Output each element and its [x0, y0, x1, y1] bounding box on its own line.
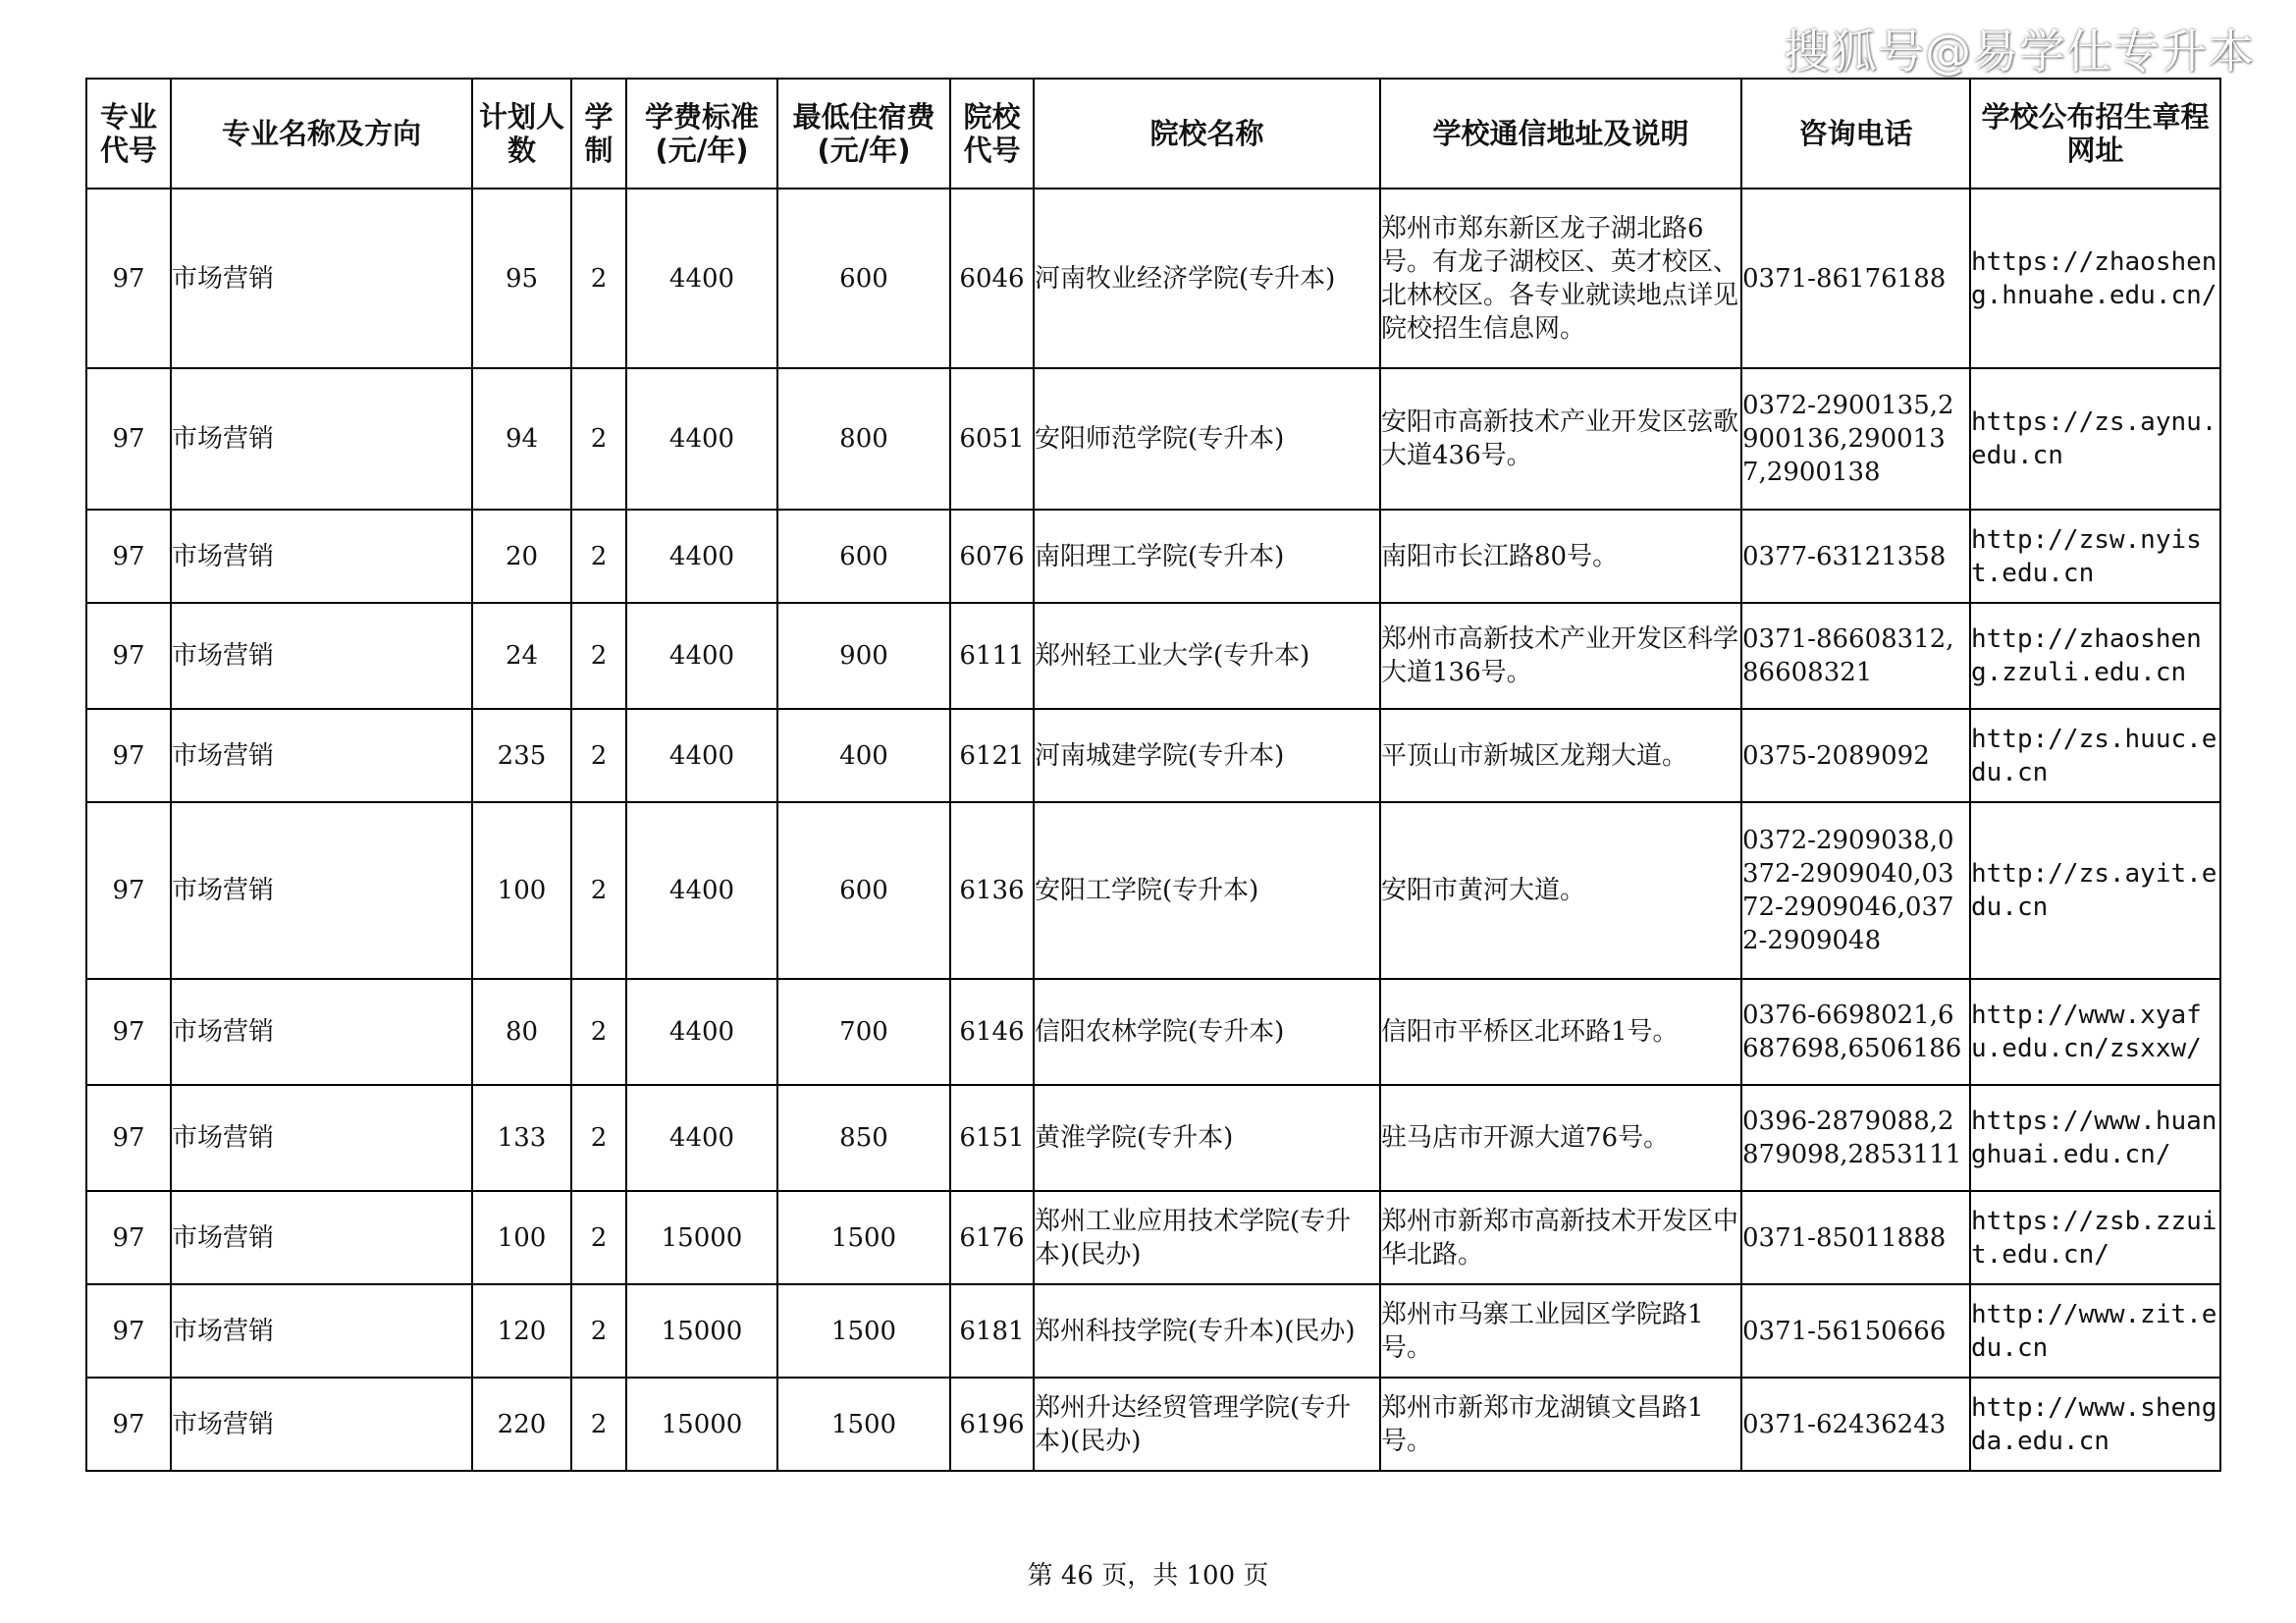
tuition-cell: 4400 [626, 368, 777, 510]
duration-cell: 2 [571, 189, 626, 368]
school-name-cell: 安阳师范学院(专升本) [1034, 368, 1380, 510]
website-link[interactable]: http://zs.huuc.edu.cn [1970, 709, 2220, 802]
tuition-cell: 4400 [626, 979, 777, 1085]
dorm-fee-cell: 800 [777, 368, 950, 510]
address-cell: 郑州市马寨工业园区学院路1号。 [1380, 1284, 1741, 1378]
website-link[interactable]: https://zhaosheng.hnuahe.edu.cn/ [1970, 189, 2220, 368]
header-major-name: 专业名称及方向 [171, 79, 472, 189]
address-cell: 郑州市新郑市龙湖镇文昌路1号。 [1380, 1378, 1741, 1471]
page-number: 第 46 页，共 100 页 [1027, 1561, 1269, 1591]
tuition-cell: 4400 [626, 510, 777, 603]
duration-cell: 2 [571, 603, 626, 709]
school-code-cell: 6121 [950, 709, 1034, 802]
address-cell: 平顶山市新城区龙翔大道。 [1380, 709, 1741, 802]
dorm-fee-cell: 600 [777, 189, 950, 368]
school-code-cell: 6136 [950, 802, 1034, 979]
major-name-cell: 市场营销 [171, 368, 472, 510]
plan-count-cell: 100 [472, 802, 571, 979]
website-link[interactable]: https://zs.aynu.edu.cn [1970, 368, 2220, 510]
table-row [86, 1378, 2220, 1471]
table-row [86, 979, 2220, 1085]
plan-count-cell: 120 [472, 1284, 571, 1378]
table-row [86, 1085, 2220, 1191]
duration-cell: 2 [571, 368, 626, 510]
school-name-cell: 安阳工学院(专升本) [1034, 802, 1380, 979]
school-code-cell: 6111 [950, 603, 1034, 709]
table-row [86, 603, 2220, 709]
school-name-cell: 郑州升达经贸管理学院(专升本)(民办) [1034, 1378, 1380, 1471]
phone-cell: 0371-86608312,86608321 [1741, 603, 1970, 709]
school-code-cell: 6181 [950, 1284, 1034, 1378]
major-code-cell: 97 [86, 1191, 171, 1284]
table-header-row [86, 79, 2220, 189]
duration-cell: 2 [571, 802, 626, 979]
major-name-cell: 市场营销 [171, 1378, 472, 1471]
dorm-fee-cell: 1500 [777, 1284, 950, 1378]
major-name-cell: 市场营销 [171, 1284, 472, 1378]
major-name-cell: 市场营销 [171, 1191, 472, 1284]
plan-count-cell: 20 [472, 510, 571, 603]
phone-cell: 0372-2909038,0372-2909040,0372-2909046,0372-2909048 [1741, 802, 1970, 979]
major-code-cell: 97 [86, 1085, 171, 1191]
dorm-fee-cell: 600 [777, 802, 950, 979]
school-name-cell: 黄淮学院(专升本) [1034, 1085, 1380, 1191]
major-code-cell: 97 [86, 802, 171, 979]
tuition-cell: 15000 [626, 1191, 777, 1284]
header-website: 学校公布招生章程网址 [1970, 79, 2220, 189]
dorm-fee-cell: 600 [777, 510, 950, 603]
dorm-fee-cell: 700 [777, 979, 950, 1085]
header-duration: 学制 [571, 79, 626, 189]
school-code-cell: 6146 [950, 979, 1034, 1085]
website-link[interactable]: http://www.zit.edu.cn [1970, 1284, 2220, 1378]
tuition-cell: 15000 [626, 1378, 777, 1471]
header-school-name: 院校名称 [1034, 79, 1380, 189]
plan-count-cell: 80 [472, 979, 571, 1085]
address-cell: 信阳市平桥区北环路1号。 [1380, 979, 1741, 1085]
address-cell: 驻马店市开源大道76号。 [1380, 1085, 1741, 1191]
phone-cell: 0372-2900135,2900136,2900137,2900138 [1741, 368, 1970, 510]
table-row [86, 189, 2220, 368]
duration-cell: 2 [571, 1284, 626, 1378]
phone-cell: 0376-6698021,6687698,6506186 [1741, 979, 1970, 1085]
dorm-fee-cell: 400 [777, 709, 950, 802]
phone-cell: 0371-86176188 [1741, 189, 1970, 368]
table-row [86, 368, 2220, 510]
duration-cell: 2 [571, 709, 626, 802]
header-address: 学校通信地址及说明 [1380, 79, 1741, 189]
table-row [86, 510, 2220, 603]
table-row [86, 1191, 2220, 1284]
header-school-code: 院校代号 [950, 79, 1034, 189]
watermark: 搜狐号@易学仕专升本 [1784, 26, 2255, 80]
school-name-cell: 信阳农林学院(专升本) [1034, 979, 1380, 1085]
table-row [86, 1284, 2220, 1378]
school-code-cell: 6176 [950, 1191, 1034, 1284]
school-code-cell: 6051 [950, 368, 1034, 510]
tuition-cell: 4400 [626, 189, 777, 368]
major-code-cell: 97 [86, 510, 171, 603]
plan-count-cell: 94 [472, 368, 571, 510]
major-code-cell: 97 [86, 1378, 171, 1471]
school-name-cell: 郑州轻工业大学(专升本) [1034, 603, 1380, 709]
dorm-fee-cell: 1500 [777, 1378, 950, 1471]
enrollment-plan-table [85, 78, 2221, 1472]
website-link[interactable]: http://www.shengda.edu.cn [1970, 1378, 2220, 1471]
phone-cell: 0396-2879088,2879098,2853111 [1741, 1085, 1970, 1191]
tuition-cell: 4400 [626, 802, 777, 979]
major-code-cell: 97 [86, 368, 171, 510]
plan-count-cell: 220 [472, 1378, 571, 1471]
plan-count-cell: 235 [472, 709, 571, 802]
major-code-cell: 97 [86, 709, 171, 802]
school-name-cell: 河南城建学院(专升本) [1034, 709, 1380, 802]
phone-cell: 0371-85011888 [1741, 1191, 1970, 1284]
major-name-cell: 市场营销 [171, 1085, 472, 1191]
address-cell: 郑州市新郑市高新技术开发区中华北路。 [1380, 1191, 1741, 1284]
website-link[interactable]: https://www.huanghuai.edu.cn/ [1970, 1085, 2220, 1191]
school-name-cell: 河南牧业经济学院(专升本) [1034, 189, 1380, 368]
table-row [86, 802, 2220, 979]
plan-count-cell: 95 [472, 189, 571, 368]
duration-cell: 2 [571, 510, 626, 603]
phone-cell: 0371-56150666 [1741, 1284, 1970, 1378]
dorm-fee-cell: 850 [777, 1085, 950, 1191]
phone-cell: 0375-2089092 [1741, 709, 1970, 802]
header-dorm-fee: 最低住宿费(元/年) [777, 79, 950, 189]
website-link[interactable]: https://zsb.zzuit.edu.cn/ [1970, 1191, 2220, 1284]
major-name-cell: 市场营销 [171, 603, 472, 709]
address-cell: 郑州市郑东新区龙子湖北路6号。有龙子湖校区、英才校区、北林校区。各专业就读地点详见院校招生信息网。 [1380, 189, 1741, 368]
school-code-cell: 6151 [950, 1085, 1034, 1191]
major-code-cell: 97 [86, 1284, 171, 1378]
plan-count-cell: 133 [472, 1085, 571, 1191]
header-plan-count: 计划人数 [472, 79, 571, 189]
address-cell: 安阳市黄河大道。 [1380, 802, 1741, 979]
address-cell: 郑州市高新技术产业开发区科学大道136号。 [1380, 603, 1741, 709]
school-name-cell: 郑州工业应用技术学院(专升本)(民办) [1034, 1191, 1380, 1284]
school-code-cell: 6076 [950, 510, 1034, 603]
tuition-cell: 15000 [626, 1284, 777, 1378]
major-name-cell: 市场营销 [171, 979, 472, 1085]
tuition-cell: 4400 [626, 709, 777, 802]
major-name-cell: 市场营销 [171, 802, 472, 979]
header-major-code: 专业代号 [86, 79, 171, 189]
website-link[interactable]: http://zsw.nyist.edu.cn [1970, 510, 2220, 603]
school-name-cell: 南阳理工学院(专升本) [1034, 510, 1380, 603]
address-cell: 南阳市长江路80号。 [1380, 510, 1741, 603]
plan-count-cell: 100 [472, 1191, 571, 1284]
school-code-cell: 6196 [950, 1378, 1034, 1471]
website-link[interactable]: http://www.xyafu.edu.cn/zsxxw/ [1970, 979, 2220, 1085]
tuition-cell: 4400 [626, 603, 777, 709]
website-link[interactable]: http://zhaosheng.zzuli.edu.cn [1970, 603, 2220, 709]
major-code-cell: 97 [86, 979, 171, 1085]
school-name-cell: 郑州科技学院(专升本)(民办) [1034, 1284, 1380, 1378]
major-name-cell: 市场营销 [171, 189, 472, 368]
duration-cell: 2 [571, 1191, 626, 1284]
address-cell: 安阳市高新技术产业开发区弦歌大道436号。 [1380, 368, 1741, 510]
major-name-cell: 市场营销 [171, 510, 472, 603]
duration-cell: 2 [571, 979, 626, 1085]
duration-cell: 2 [571, 1378, 626, 1471]
dorm-fee-cell: 900 [777, 603, 950, 709]
plan-count-cell: 24 [472, 603, 571, 709]
dorm-fee-cell: 1500 [777, 1191, 950, 1284]
phone-cell: 0371-62436243 [1741, 1378, 1970, 1471]
major-name-cell: 市场营销 [171, 709, 472, 802]
tuition-cell: 4400 [626, 1085, 777, 1191]
table-row [86, 709, 2220, 802]
website-link[interactable]: http://zs.ayit.edu.cn [1970, 802, 2220, 979]
phone-cell: 0377-63121358 [1741, 510, 1970, 603]
major-code-cell: 97 [86, 603, 171, 709]
header-phone: 咨询电话 [1741, 79, 1970, 189]
school-code-cell: 6046 [950, 189, 1034, 368]
major-code-cell: 97 [86, 189, 171, 368]
duration-cell: 2 [571, 1085, 626, 1191]
header-tuition: 学费标准(元/年) [626, 79, 777, 189]
